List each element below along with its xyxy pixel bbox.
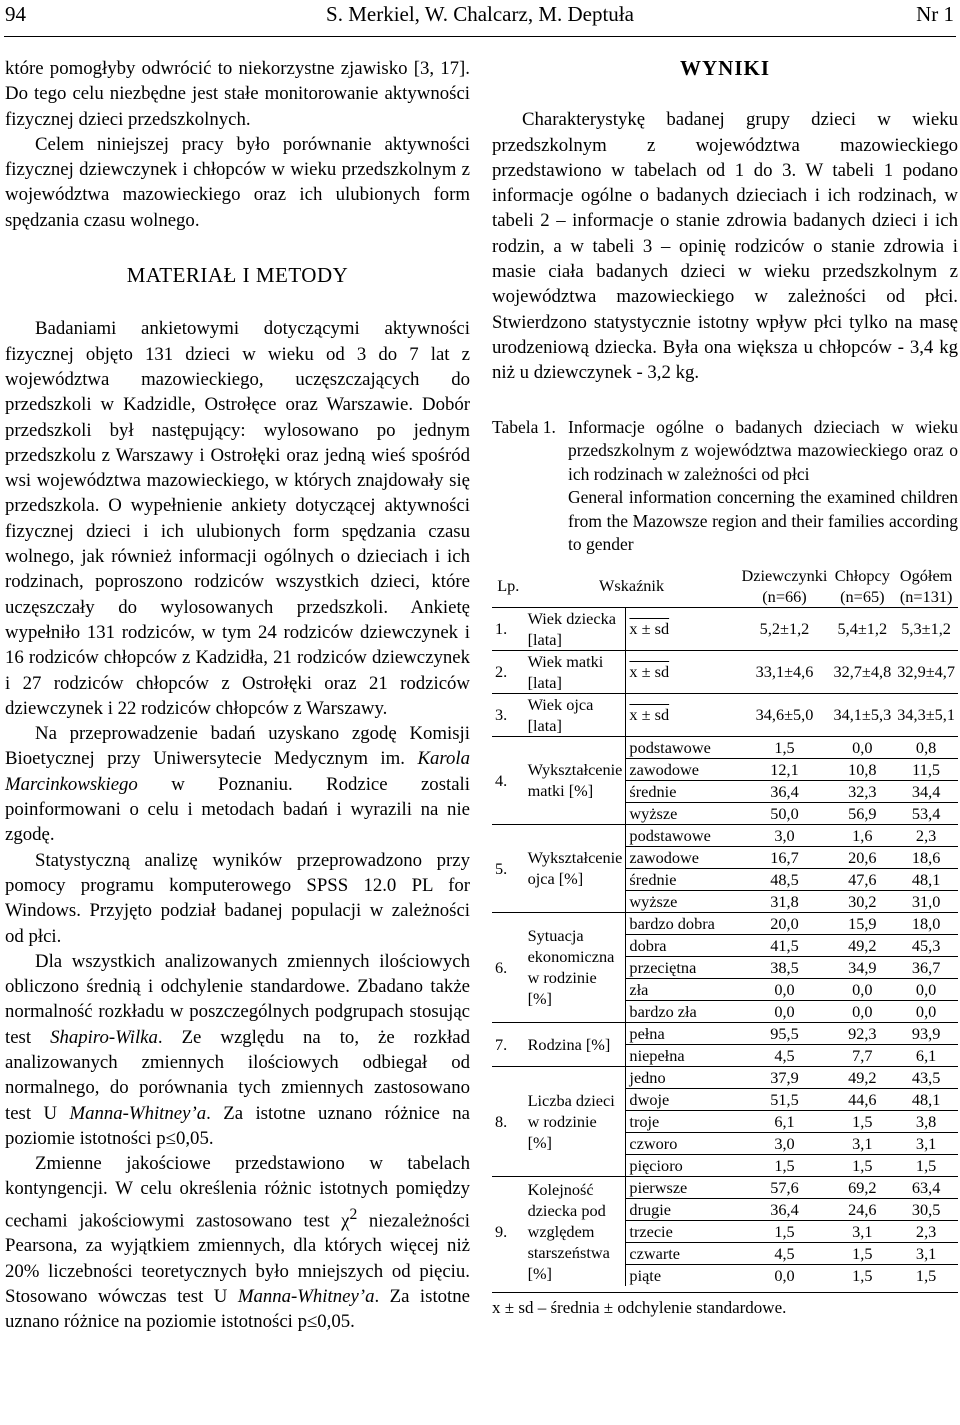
text-run: Zmienne jakościowe przedstawiono w tabelach kontyngencji. W celu określenia różnic istotnych pomiędzy cechami jakościowymi zastosowano test χ	[5, 1153, 470, 1232]
paragraph: Celem niniejszej pracy było porównanie aktywności fizycznej dziewczynek i chłopców w wieku przedszkolnym z województwa mazowieckiego oraz ich ulubionych form spędzania czasu wolnego.	[5, 133, 470, 231]
row-category: bardzo dobra	[626, 912, 739, 934]
mean-sd-symbol: x ± sd	[629, 705, 670, 725]
table-row	[492, 1022, 958, 1044]
row-category: pięcioro	[626, 1154, 739, 1176]
text-run: . Za istotne uznano różnice na poziomie istotności p≤0,05.	[5, 1102, 470, 1149]
value-total: 11,5	[894, 758, 958, 780]
row-category: pełna	[626, 1022, 739, 1044]
value-girls: 34,6±5,0	[739, 693, 831, 736]
header-indicator: Wskaźnik	[525, 565, 739, 608]
value-boys: 1,5	[830, 1110, 894, 1132]
value-boys: 69,2	[830, 1176, 894, 1198]
paragraph: Badaniami ankietowymi dotyczącymi aktywności fizycznej objęto 131 dzieci w wieku od 3 do 7 lat z województwa mazowieckiego, uczęszczających do przedszkoli w Kadzidle, Ostrołęce oraz Warszawie. Dobór przedszkoli był następujący: wylosowano po jednym przedszkolu z Warszawy i Ostrołęki oraz jedną wieś spośród wsi województwa mazowieckiego, w których znajdowały się przedszkola. O wypełnienie ankiety dotyczącej aktywności fizycznej dzieci i ich ulubionych form spędzania czasu wolnego, jak również informacji ogólnych o dzieciach i ich rodzinach, poproszono rodziców wszystkich dzieci, które uczęszczały do wylosowanych przedszkoli. Ankietę wypełniło 131 rodziców, w tym 24 rodziców dziewczynek i 16 rodziców chłopców z Kadzidła, 21 rodziców dziewczynek i 27 rodziców chłopców z Ostrołęki oraz 21 rodziców dziewczynek i 22 rodziców chłopców z Warszawy.	[5, 318, 470, 719]
value-total: 0,0	[894, 1000, 958, 1022]
value-total: 43,5	[894, 1066, 958, 1088]
value-boys: 10,8	[830, 758, 894, 780]
value-total: 48,1	[894, 868, 958, 890]
value-girls: 38,5	[739, 956, 831, 978]
value-total: 45,3	[894, 934, 958, 956]
value-girls: 36,4	[739, 780, 831, 802]
table-caption	[492, 416, 958, 557]
value-boys: 34,1±5,3	[830, 693, 894, 736]
value-girls: 3,0	[739, 824, 831, 846]
table-row	[492, 912, 958, 934]
value-boys: 49,2	[830, 1066, 894, 1088]
value-total: 3,8	[894, 1110, 958, 1132]
text-run: w Poznaniu. Rodzice zostali poinformowani o celu i metodach badań i wyrazili na nie zgodę.	[5, 773, 470, 846]
value-girls: 51,5	[739, 1088, 831, 1110]
value-girls: 12,1	[739, 758, 831, 780]
row-number: 6.	[492, 912, 525, 1022]
row-category: wyższe	[626, 802, 739, 824]
value-total: 0,0	[894, 978, 958, 1000]
paragraph	[5, 1151, 470, 1334]
value-total: 18,0	[894, 912, 958, 934]
value-total: 18,6	[894, 846, 958, 868]
table-1	[492, 565, 958, 1286]
value-girls: 4,5	[739, 1242, 831, 1264]
text-run: . Ze względu na to, że rozkład analizowanych zmiennych ilościowych odbiegał od normalnego, do porównania tych zmiennych zastosowano test U	[5, 1026, 470, 1124]
table-row	[492, 693, 958, 736]
value-boys: 44,6	[830, 1088, 894, 1110]
table-footnote: x ± sd – średnia ± odchylenie standardowe.	[492, 1292, 958, 1320]
table-row	[492, 1066, 958, 1088]
value-total: 30,5	[894, 1198, 958, 1220]
value-total: 48,1	[894, 1088, 958, 1110]
row-category: czworo	[626, 1132, 739, 1154]
value-girls: 50,0	[739, 802, 831, 824]
value-girls: 48,5	[739, 868, 831, 890]
value-boys: 1,5	[830, 1264, 894, 1286]
caption-polish: Informacje ogólne o badanych dzieciach w wieku przedszkolnym z województwa mazowieckiego oraz o ich rodzinach w zależności od płci	[568, 416, 958, 484]
row-category: zawodowe	[626, 758, 739, 780]
value-boys: 1,5	[830, 1154, 894, 1176]
value-girls: 20,0	[739, 912, 831, 934]
caption-english: General information concerning the examined children from the Mazowsze region and their families according to gender	[568, 487, 958, 555]
value-boys: 32,3	[830, 780, 894, 802]
row-indicator: Wiek dziecka [lata]	[527, 608, 616, 649]
row-indicator: Wykształcenie matki [%]	[525, 736, 626, 824]
value-girls: 41,5	[739, 934, 831, 956]
value-total: 6,1	[894, 1044, 958, 1066]
row-category: pierwsze	[626, 1176, 739, 1198]
italic-run: Shapiro-Wilka	[50, 1026, 158, 1048]
italic-run: Manna-Whitney’a	[69, 1102, 207, 1124]
value-girls: 1,5	[739, 1220, 831, 1242]
page-number: 94	[5, 2, 26, 26]
row-category: jedno	[626, 1066, 739, 1088]
value-boys: 24,6	[830, 1198, 894, 1220]
value-boys: 1,6	[830, 824, 894, 846]
row-indicator: Kolejność dziecka pod względem starszeństwa [%]	[525, 1176, 626, 1286]
value-boys: 3,1	[830, 1220, 894, 1242]
value-total: 1,5	[894, 1154, 958, 1176]
row-number: 4.	[492, 736, 525, 824]
row-indicator: Sytuacja ekonomiczna w rodzinie [%]	[525, 912, 626, 1022]
value-total: 34,3±5,1	[894, 693, 958, 736]
header-boys: Chłopcy (n=65)	[830, 565, 894, 608]
value-total: 36,7	[894, 956, 958, 978]
value-girls: 4,5	[739, 1044, 831, 1066]
paragraph: Charakterystykę badanej grupy dzieci w wieku przedszkolnym z województwa mazowieckiego przedstawiono w tabelach od 1 do 3. W tabeli 1 podano informacje ogólne o badanych dzieciach i ich rodzinach, w tabeli 2 – informacje o stanie zdrowia badanych dzieci i ich rodzin, a w tabeli 3 – opinię rodziców o stanie zdrowia i masie ciała badanych dzieci w wieku przedszkolnym z województwa mazowieckiego w zależności od płci. Stwierdzono statystycznie istotny wpływ płci tylko na masę urodzeniową dziecka. Była ona większa u chłopców - 3,4 kg niż u dziewczynek - 3,2 kg.	[492, 109, 958, 384]
value-boys: 0,0	[830, 978, 894, 1000]
italic-run: Karola Marcinkowskiego	[5, 748, 470, 795]
value-total: 2,3	[894, 824, 958, 846]
value-girls: 1,5	[739, 1154, 831, 1176]
row-number: 3.	[492, 693, 525, 736]
text-run: . Za istotne uznano różnice na poziomie istotności p≤0,05.	[5, 1285, 470, 1333]
value-boys: 15,9	[830, 912, 894, 934]
value-boys: 20,6	[830, 846, 894, 868]
row-category: dwoje	[626, 1088, 739, 1110]
row-category: średnie	[626, 780, 739, 802]
row-category: zawodowe	[626, 846, 739, 868]
value-boys: 5,4±1,2	[837, 619, 888, 639]
paragraph: które pomogłyby odwrócić to niekorzystne zjawisko [3, 17]. Do tego celu niezbędne jest stałe monitorowanie aktywności fizycznej dzieci przedszkolnych.	[5, 58, 470, 130]
value-boys: 34,9	[830, 956, 894, 978]
value-boys: 56,9	[830, 802, 894, 824]
value-boys: 47,6	[830, 868, 894, 890]
table-row	[492, 1176, 958, 1198]
value-girls: 37,9	[739, 1066, 831, 1088]
header-total: Ogółem (n=131)	[894, 565, 958, 608]
table-row	[492, 607, 958, 650]
value-girls: 16,7	[739, 846, 831, 868]
row-category: zła	[626, 978, 739, 1000]
row-category: piąte	[626, 1264, 739, 1286]
row-category: czwarte	[626, 1242, 739, 1264]
value-girls: 36,4	[739, 1198, 831, 1220]
value-boys: 0,0	[830, 736, 894, 758]
row-indicator: Wykształcenie ojca [%]	[525, 824, 626, 912]
running-authors: S. Merkiel, W. Chalcarz, M. Deptuła	[326, 2, 634, 26]
text-run: niezależności Pearsona, za wyjątkiem zmiennych, dla których więcej niż 20% liczebności teoretycznych było mniejszych od pięciu. Stosowano wówczas test U	[5, 1210, 470, 1307]
right-column	[492, 56, 958, 1320]
text-run: Dla wszystkich analizowanych zmiennych ilościowych obliczono średnią i odchylenie standardowe. Zbadano także normalność rozkładu w poszczególnych podgrupach stosując test	[5, 950, 470, 1048]
issue-number: Nr 1	[916, 2, 954, 26]
value-girls: 33,1±4,6	[739, 650, 831, 693]
row-indicator: Rodzina [%]	[525, 1022, 626, 1066]
header-lp: Lp.	[492, 565, 525, 608]
paragraph: Statystyczną analizę wyników przeprowadzono przy pomocy programu komputerowego SPSS 12.0 PL for Windows. Przyjęto podział badanej populacji w zależności od płci.	[5, 849, 470, 947]
paragraph	[5, 949, 470, 1151]
value-total: 3,1	[894, 1242, 958, 1264]
left-column	[5, 56, 470, 1335]
row-number: 7.	[492, 1022, 525, 1066]
value-boys: 1,5	[830, 1242, 894, 1264]
value-girls: 3,0	[739, 1132, 831, 1154]
row-indicator: Liczba dzieci w rodzinie [%]	[525, 1066, 626, 1176]
value-girls: 5,2±1,2	[759, 619, 810, 639]
value-total: 3,1	[894, 1132, 958, 1154]
value-total: 5,3±1,2	[901, 619, 951, 639]
value-girls: 57,6	[739, 1176, 831, 1198]
value-boys: 32,7±4,8	[830, 650, 894, 693]
value-girls: 0,0	[739, 1264, 831, 1286]
value-girls: 1,5	[739, 736, 831, 758]
value-total: 32,9±4,7	[894, 650, 958, 693]
table-label: Tabela 1.	[492, 416, 556, 437]
value-boys: 49,2	[830, 934, 894, 956]
row-category: troje	[626, 1110, 739, 1132]
value-total: 93,9	[894, 1022, 958, 1044]
table-row	[492, 824, 958, 846]
value-total: 1,5	[894, 1264, 958, 1286]
value-total: 2,3	[894, 1220, 958, 1242]
header-rule	[4, 36, 956, 37]
section-heading-results: WYNIKI	[679, 56, 770, 80]
value-total: 0,8	[894, 736, 958, 758]
value-total: 34,4	[894, 780, 958, 802]
row-category: dobra	[626, 934, 739, 956]
row-number: 2.	[492, 650, 525, 693]
row-number: 5.	[492, 824, 525, 912]
header-girls: Dziewczynki (n=66)	[739, 565, 831, 608]
table-body	[492, 607, 958, 1286]
mean-sd-symbol: x ± sd	[629, 662, 670, 682]
paragraph	[5, 721, 470, 847]
row-category: bardzo zła	[626, 1000, 739, 1022]
row-indicator: Wiek matki [lata]	[525, 650, 626, 693]
value-total: 53,4	[894, 802, 958, 824]
value-girls: 95,5	[739, 1022, 831, 1044]
row-number: 1.	[495, 619, 508, 639]
table-row	[492, 736, 958, 758]
row-category: wyższe	[626, 890, 739, 912]
mean-sd-label	[626, 607, 739, 650]
superscript: 2	[349, 1205, 358, 1223]
row-category: trzecie	[626, 1220, 739, 1242]
row-category: średnie	[626, 868, 739, 890]
value-girls: 31,8	[739, 890, 831, 912]
mean-sd-symbol: x ± sd	[629, 619, 670, 639]
value-girls: 0,0	[739, 978, 831, 1000]
row-category: podstawowe	[626, 824, 739, 846]
value-girls: 6,1	[739, 1110, 831, 1132]
value-boys: 30,2	[830, 890, 894, 912]
row-category: podstawowe	[626, 736, 739, 758]
row-category: drugie	[626, 1198, 739, 1220]
value-total: 63,4	[894, 1176, 958, 1198]
table-row	[492, 650, 958, 693]
row-number: 8.	[492, 1066, 525, 1176]
page-header	[0, 0, 960, 44]
mean-sd-label	[626, 650, 739, 693]
italic-run: Manna-Whitney’a	[237, 1285, 375, 1307]
row-category: przeciętna	[626, 956, 739, 978]
mean-sd-label	[626, 693, 739, 736]
row-indicator: Wiek ojca [lata]	[525, 693, 626, 736]
row-category: niepełna	[626, 1044, 739, 1066]
value-girls: 0,0	[739, 1000, 831, 1022]
table-header-row	[492, 565, 958, 608]
value-total: 31,0	[894, 890, 958, 912]
text-run: Na przeprowadzenie badań uzyskano zgodę Komisji Bioetycznej przy Uniwersytecie Medycznym im.	[5, 723, 470, 770]
value-boys: 92,3	[830, 1022, 894, 1044]
value-boys: 0,0	[830, 1000, 894, 1022]
value-boys: 3,1	[830, 1132, 894, 1154]
section-heading-methods: MATERIAŁ I METODY	[126, 263, 349, 288]
value-boys: 7,7	[830, 1044, 894, 1066]
row-number: 9.	[492, 1176, 525, 1286]
